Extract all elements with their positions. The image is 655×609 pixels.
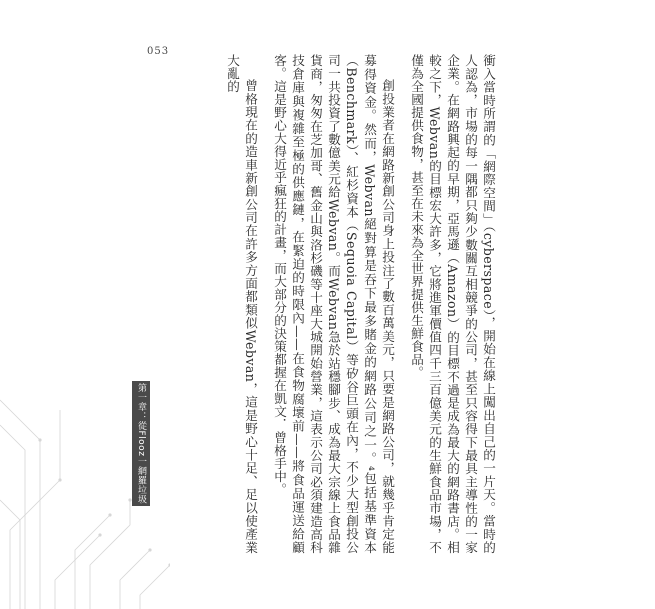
decor-line (140, 565, 170, 609)
paragraph-3: 曾格現在的造車新創公司在許多方面都類似Webvan，這是野心十足、足以使產業大亂的 (225, 54, 258, 554)
decor-dot (128, 498, 131, 501)
chapter-tab: 第一章：從Flooz一網羅垃圾 (132, 381, 150, 506)
decor-line (55, 535, 100, 609)
decor-line (0, 425, 25, 609)
body-text (223, 54, 497, 554)
decorative-lines (0, 380, 170, 609)
decor-line (120, 550, 150, 609)
decor-dot (108, 513, 111, 516)
decor-dot (58, 478, 61, 481)
page-number: 053 (147, 46, 170, 57)
paragraph-1: 衝入當時所謂的「網際空間」（cyberspace），開始在線上闖出自己的一片天。當時的人認為，市場的每一隅都只夠少數關互相競爭的公司，甚至只容得下最具主導性的一家企業。在網路興起的早期，亞馬遜（Amazon）的目標不過是成為最大的網路書店。相較之下，Webvan的目標宏大許多，它將進軍價值四千三百億美元的生鮮食品市場，不僅為全國提供食物，甚至在未來為全世界提供生鮮食品。 (409, 54, 496, 554)
decor-dot (98, 533, 101, 536)
paragraph-2: 創投業者在網路新創公司身上投注了數百萬美元，只要是網路公司，就幾乎肯定能募得資金。然而，Webvan絕對算是吞下最多賭金的網路公司之一。⁴包括基準資本（Benchmark）、紅杉資本（Sequoia Capital）等矽谷巨頭在內，不少大型創投公司一共投資了數億美元給Webvan。而Webvan急於站穩腳步、成為最大宗線上食品雜貨商，匆匆在芝加哥、舊金山與洛杉磯等十座大城開始營業，這表示公司必須建造高科技倉庫與複雜至極的供應鏈，在緊迫的時限內——在食物腐壞前——將食品運送給顧客。這是野心大得近乎瘋狂的計畫，而大部分的決策都握在凱文．曾格手中。 (272, 54, 395, 554)
decor-line (10, 410, 60, 609)
decor-dot (38, 438, 41, 441)
decor-dot (148, 548, 151, 551)
